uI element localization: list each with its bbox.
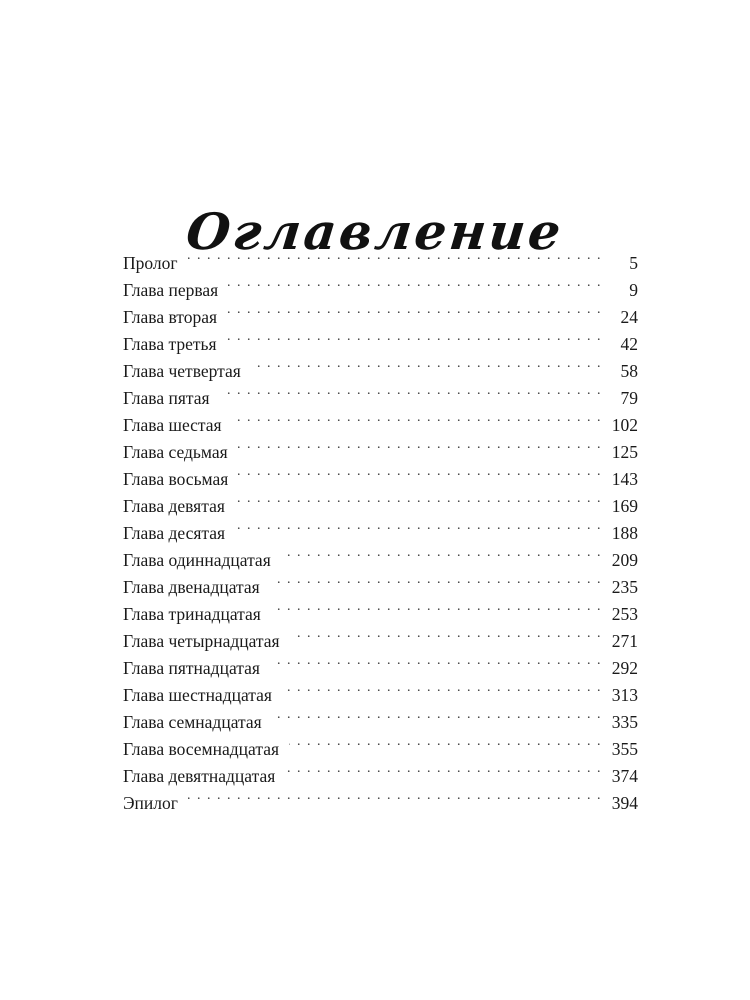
dot-leader — [227, 296, 602, 323]
dot-leader — [232, 404, 602, 431]
toc-entry-page: 188 — [611, 523, 638, 543]
dot-leader — [228, 269, 602, 296]
page-title: Оглавление — [183, 201, 567, 261]
toc-entry-page: 253 — [611, 604, 638, 624]
dot-leader — [188, 242, 602, 269]
dot-leader — [251, 350, 602, 377]
toc-entry-page: 335 — [611, 712, 638, 732]
toc-entry-label: Глава двенадцатая — [123, 577, 260, 597]
dot-leader — [220, 377, 602, 404]
toc-entry-page: 374 — [611, 766, 638, 786]
dot-leader — [270, 566, 602, 593]
toc-entry-page: 292 — [611, 658, 638, 678]
dot-leader — [272, 701, 602, 728]
dot-leader — [238, 431, 602, 458]
toc-entry-label: Глава четырнадцатая — [123, 631, 280, 651]
dot-leader — [238, 458, 602, 485]
dot-leader — [281, 539, 602, 566]
toc-entry-label: Глава восемнадцатая — [123, 739, 280, 759]
toc-entry-page: 235 — [611, 577, 638, 597]
dot-leader — [282, 674, 602, 701]
dot-leader — [235, 485, 602, 512]
toc-entry-page: 58 — [620, 361, 638, 381]
toc-entry-page: 355 — [611, 739, 638, 759]
toc-entry — [123, 269, 638, 300]
toc-entry-page: 102 — [611, 415, 638, 435]
dot-leader — [289, 728, 602, 755]
toc-entry-label: Глава вторая — [123, 307, 218, 327]
toc-entry-label: Пролог — [123, 253, 178, 273]
dot-leader — [290, 620, 602, 647]
toc-entry-label: Глава седьмая — [123, 442, 228, 462]
toc-entry-label: Глава третья — [123, 334, 217, 354]
toc-entry — [123, 242, 638, 273]
toc-entry-page: 209 — [611, 550, 638, 570]
toc-entry-label: Эпилог — [123, 793, 178, 813]
dot-leader — [227, 323, 602, 350]
toc-entry-page: 42 — [620, 334, 638, 354]
toc-entry-label: Глава пятая — [123, 388, 210, 408]
toc-entry-page: 79 — [620, 388, 638, 408]
toc-entry-label: Глава девятая — [123, 496, 225, 516]
toc-entry-page: 24 — [620, 307, 638, 327]
table-of-contents — [123, 242, 638, 813]
toc-entry-page: 125 — [611, 442, 638, 462]
toc-entry-label: Глава девятнадцатая — [123, 766, 276, 786]
toc-entry-page: 169 — [611, 496, 638, 516]
toc-entry-page: 271 — [611, 631, 638, 651]
toc-entry-label: Глава восьмая — [123, 469, 229, 489]
toc-entry-page: 313 — [611, 685, 638, 705]
dot-leader — [270, 647, 602, 674]
toc-entry-page: 394 — [611, 793, 638, 813]
toc-entry-label: Глава первая — [123, 280, 219, 300]
toc-entry-page: 9 — [629, 280, 638, 300]
dot-leader — [285, 755, 602, 782]
dot-leader — [235, 512, 602, 539]
dot-leader — [188, 782, 602, 809]
toc-entry-label: Глава шестая — [123, 415, 222, 435]
toc-entry-label: Глава одиннадцатая — [123, 550, 271, 570]
toc-entry-label: Глава четвертая — [123, 361, 241, 381]
toc-entry-label: Глава десятая — [123, 523, 226, 543]
toc-entry — [123, 782, 638, 813]
toc-entry-label: Глава пятнадцатая — [123, 658, 260, 678]
toc-entry-label: Глава семнадцатая — [123, 712, 262, 732]
toc-entry-page: 5 — [629, 253, 638, 273]
dot-leader — [271, 593, 602, 620]
toc-entry-label: Глава тринадцатая — [123, 604, 261, 624]
toc-entry-page: 143 — [611, 469, 638, 489]
toc-entry-label: Глава шестнадцатая — [123, 685, 272, 705]
